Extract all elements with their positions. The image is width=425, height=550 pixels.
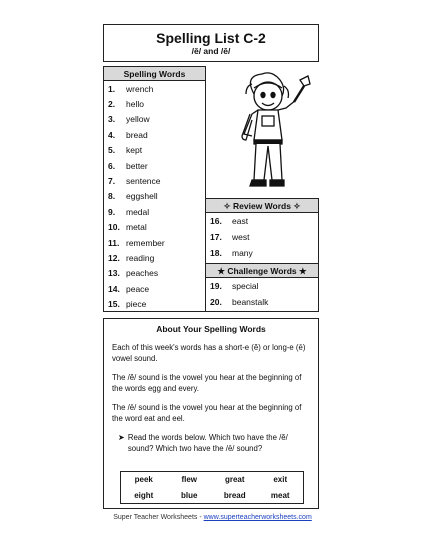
spelling-words-heading: Spelling Words bbox=[104, 67, 205, 81]
word-text: eggshell bbox=[126, 191, 158, 202]
sort-word: peek bbox=[134, 475, 153, 485]
page-subtitle: /ĕ/ and /ē/ bbox=[191, 46, 231, 56]
review-words-list bbox=[206, 198, 319, 264]
word-row bbox=[206, 245, 318, 261]
word-row bbox=[206, 294, 318, 310]
word-number: 14. bbox=[108, 283, 120, 294]
word-number: 12. bbox=[108, 252, 120, 263]
word-row bbox=[104, 96, 205, 111]
sort-word: meat bbox=[270, 490, 290, 500]
sort-word: great bbox=[224, 475, 245, 485]
challenge-words-list bbox=[206, 264, 319, 312]
word-row bbox=[104, 158, 205, 173]
word-number: 13. bbox=[108, 268, 120, 279]
word-row bbox=[206, 278, 318, 294]
word-number: 5. bbox=[108, 145, 116, 156]
word-row bbox=[104, 143, 205, 158]
spelling-words-list bbox=[103, 66, 206, 312]
word-text: west bbox=[232, 232, 250, 242]
word-text: metal bbox=[126, 222, 147, 233]
about-title: About Your Spelling Words bbox=[156, 324, 266, 334]
sort-words-row-2 bbox=[121, 488, 303, 504]
about-paragraph-2: The /ĕ/ sound is the vowel you hear at the beginning of the words egg and every. bbox=[112, 373, 302, 393]
word-text: sentence bbox=[126, 176, 161, 187]
arrow-icon: ➤ bbox=[118, 433, 125, 442]
word-number: 2. bbox=[108, 99, 116, 110]
word-text: better bbox=[126, 160, 148, 171]
word-text: medal bbox=[126, 206, 150, 217]
word-row bbox=[104, 250, 205, 265]
word-number: 6. bbox=[108, 160, 116, 171]
word-row bbox=[104, 296, 205, 311]
word-text: remember bbox=[126, 237, 165, 248]
word-number: 20. bbox=[210, 297, 222, 307]
word-text: special bbox=[232, 281, 259, 291]
challenge-words-heading: ★ Challenge Words ★ bbox=[206, 264, 318, 278]
word-row bbox=[206, 213, 318, 229]
word-row bbox=[104, 220, 205, 235]
word-text: wrench bbox=[126, 83, 154, 94]
sort-word: bread bbox=[223, 490, 246, 500]
sort-word: flew bbox=[181, 475, 198, 485]
word-number: 11. bbox=[108, 237, 120, 248]
sort-word: exit bbox=[273, 475, 288, 485]
word-number: 16. bbox=[210, 216, 222, 226]
instruction-text: Read the words below. Which two have the /ĕ/ sound? Which two have the /ē/ sound? bbox=[127, 433, 288, 453]
word-number: 19. bbox=[210, 281, 222, 291]
about-paragraph-1: Each of this week's words has a short-e (ĕ) or long-e (ē) vowel sound. bbox=[112, 343, 306, 363]
footer bbox=[0, 514, 425, 521]
word-text: hello bbox=[126, 99, 144, 110]
review-words-heading: ✧ Review Words ✧ bbox=[206, 199, 318, 213]
word-number: 18. bbox=[210, 248, 222, 258]
footer-text: Super Teacher Worksheets - bbox=[113, 514, 204, 521]
sort-word: blue bbox=[181, 490, 198, 500]
word-text: reading bbox=[126, 252, 155, 263]
word-row bbox=[104, 204, 205, 219]
word-row bbox=[104, 81, 205, 96]
word-number: 10. bbox=[108, 222, 120, 233]
word-text: bread bbox=[126, 129, 148, 140]
word-text: kept bbox=[126, 145, 143, 156]
word-number: 4. bbox=[108, 129, 116, 140]
word-text: piece bbox=[126, 299, 147, 310]
girl-illustration-icon bbox=[210, 66, 319, 196]
word-text: east bbox=[232, 216, 249, 226]
page-title: Spelling List C-2 bbox=[156, 30, 266, 46]
sort-words-row-1 bbox=[121, 472, 303, 488]
word-number: 3. bbox=[108, 114, 116, 125]
word-number: 8. bbox=[108, 191, 116, 202]
about-section bbox=[103, 318, 319, 509]
instruction-bullet bbox=[118, 433, 310, 454]
word-number: 9. bbox=[108, 206, 116, 217]
footer-link[interactable]: www.superteacherworksheets.com bbox=[203, 514, 312, 521]
word-row bbox=[104, 173, 205, 188]
word-row bbox=[104, 189, 205, 204]
word-row bbox=[104, 281, 205, 296]
word-number: 15. bbox=[108, 299, 120, 310]
word-row bbox=[104, 127, 205, 142]
sort-word: eight bbox=[134, 490, 154, 500]
word-number: 7. bbox=[108, 176, 116, 187]
word-row bbox=[104, 235, 205, 250]
word-text: yellow bbox=[126, 114, 150, 125]
word-text: beanstalk bbox=[232, 297, 269, 307]
word-row bbox=[206, 229, 318, 245]
girl-with-wrench-illustration bbox=[210, 66, 319, 196]
word-text: peace bbox=[126, 283, 150, 294]
word-row bbox=[104, 112, 205, 127]
word-text: peaches bbox=[126, 268, 159, 279]
title-box bbox=[103, 24, 319, 62]
word-number: 17. bbox=[210, 232, 222, 242]
word-number: 1. bbox=[108, 83, 116, 94]
sort-words-table bbox=[120, 471, 304, 504]
word-row bbox=[104, 266, 205, 281]
about-paragraph-3: The /ē/ sound is the vowel you hear at the beginning of the word eat and eel. bbox=[112, 403, 302, 423]
word-text: many bbox=[232, 248, 253, 258]
